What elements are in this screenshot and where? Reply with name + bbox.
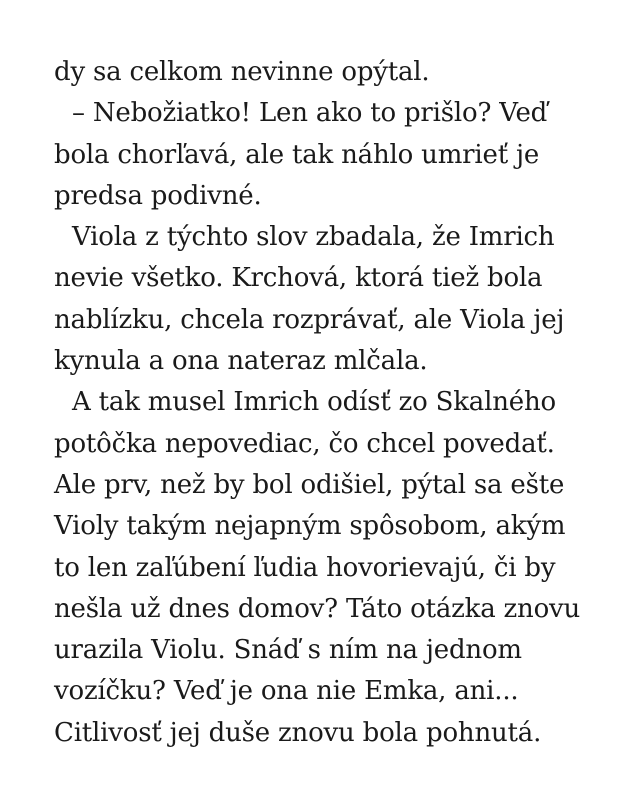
- text-line: vozíčku? Veď je ona nie Emka, ani...: [54, 676, 519, 707]
- text-line: urazila Violu. Snáď s ním na jednom: [54, 635, 522, 666]
- text-line: potôčka nepovediac, čo chcel povedať.: [54, 428, 555, 459]
- text-line: nevie všetko. Krchová, ktorá tiež bola: [54, 263, 543, 294]
- text-line: Ale prv, než by bol odišiel, pýtal sa ešte: [54, 469, 565, 500]
- text-line: to len zaľúbení ľudia hovorievajú, či by: [54, 552, 556, 583]
- text-line: bola chorľavá, ale tak náhlo umrieť je: [54, 139, 540, 170]
- text-line: Viola z týchto slov zbadala, že Imrich: [72, 222, 555, 253]
- text-line: – Nebožiatko! Len ako to prišlo? Veď: [72, 98, 548, 129]
- text-line: kynula a ona nateraz mlčala.: [54, 346, 428, 377]
- text-line: dy sa celkom nevinne opýtal.: [54, 57, 430, 87]
- text-line: nešla už dnes domov? Táto otázka znovu: [54, 593, 581, 624]
- text-line: nablízku, chcela rozprávať, ale Viola jej: [54, 304, 565, 335]
- text-line: A tak musel Imrich odísť zo Skalného: [72, 387, 556, 418]
- book-page: [54, 52, 614, 754]
- text-line: predsa podivné.: [54, 180, 262, 211]
- text-line: Citlivosť jej duše znovu bola pohnutá.: [54, 717, 542, 748]
- text-line: Violy takým nejapným spôsobom, akým: [54, 511, 566, 542]
